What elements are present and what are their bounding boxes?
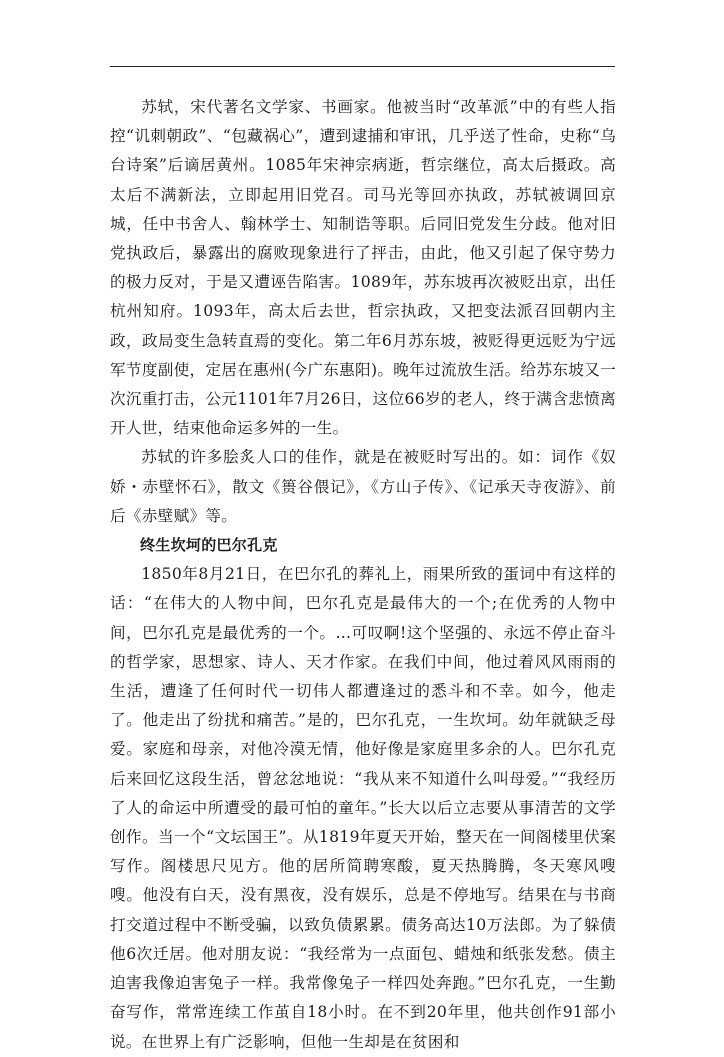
paragraph-su-shi-bio: 苏轼，宋代著名文学家、书画家。他被当时“改革派”中的有些人指控“讥刺朝政”、“包藏祸心”，遭到逮捕和审讯，几乎送了性命，史称“乌台诗案”后谪居黄州。1085年宋神宗病逝，哲宗继位，高太后摄政。高太后不满新法，立即起用旧党召。司马光等回亦执政，苏轼被调回京城，任中书舍人、翰林学士、知制诰等职。后同旧党发生分歧。他对旧党执政后，暴露出的腐败现象进行了抨击，由此，他又引起了保守势力的极力反对，于是又遭诬告陷害。1089年，苏东坡再次被贬出京，出任杭州知府。1093年，高太后去世，哲宗执政，又把变法派召回朝内主政，政局变生急转直焉的变化。第二年6月苏东坡，被贬得更远贬为宁远军节度副使，定居在惠州(今广东惠阳)。晚年过流放生活。给苏东坡又一次沉重打击，公元1101年7月26日，这位66岁的老人，终于满含悲愤离开人世，结束他命运多舛的一生。 [110, 98, 616, 438]
header-rule [110, 66, 615, 67]
paragraph-balzac: 1850年8月21日，在巴尔孔的葬礼上，雨果所致的蛋词中有这样的话：“在伟大的人物中间，巴尔孔克是最伟大的一个;在优秀的人物中间，巴尔孔克是最优秀的一个。…可叹啊!这个坚强的、永远不停止奋斗的哲学家，思想家、诗人、天才作家。在我们中间，他过着风风雨雨的生活，遭逢了任何时代一切伟人都遭逢过的悉斗和不幸。如今，他走了。他走出了纷扰和痛苦。”是的，巴尔孔克，一生坎坷。幼年就缺乏母爱。家庭和母亲，对他冷漠无情，他好像是家庭里多余的人。巴尔孔克后来回忆这段生活，曾忿忿地说：“我从来不知道什么叫母爱。”“我经历了人的命运中所遭受的最可怕的童年。”长大以后立志要从事清苦的文学创作。当一个“文坛国王”。从1819年夏天开始，整天在一间阁楼里伏案写作。阁楼思尺见方。他的居所简聘寒酸，夏天热腾腾，冬天寒风嗖嗖。他没有白天，没有黑夜，没有娱乐，总是不停地写。结果在与书商打交道过程中不断受骗，以致负债累累。债务高达10万法郎。为了躲债他6次迁居。他对朋友说：“我经常为一点面包、蜡烛和纸张发愁。债主迫害我像迫害兔子一样。我常像兔子一样四处奔跑。”巴尔孔克，一生勤奋写作，常常连续工作茧自18小时。在不到20年里，他共创作91部小说。在世界上有广泛影响，但他一生却是在贫困和 [110, 565, 616, 1051]
document-body [110, 93, 616, 1057]
section-heading: 终生坎坷的巴尔孔克 [140, 536, 278, 555]
paragraph-su-shi-works: 苏轼的许多脍炙人口的佳作，就是在被贬时写出的。如：词作《奴娇・赤壁怀石》，散文《篑谷偎记》，《方山子传》、《记承天寺夜游》、前后《赤壁赋》等。 [110, 448, 616, 525]
